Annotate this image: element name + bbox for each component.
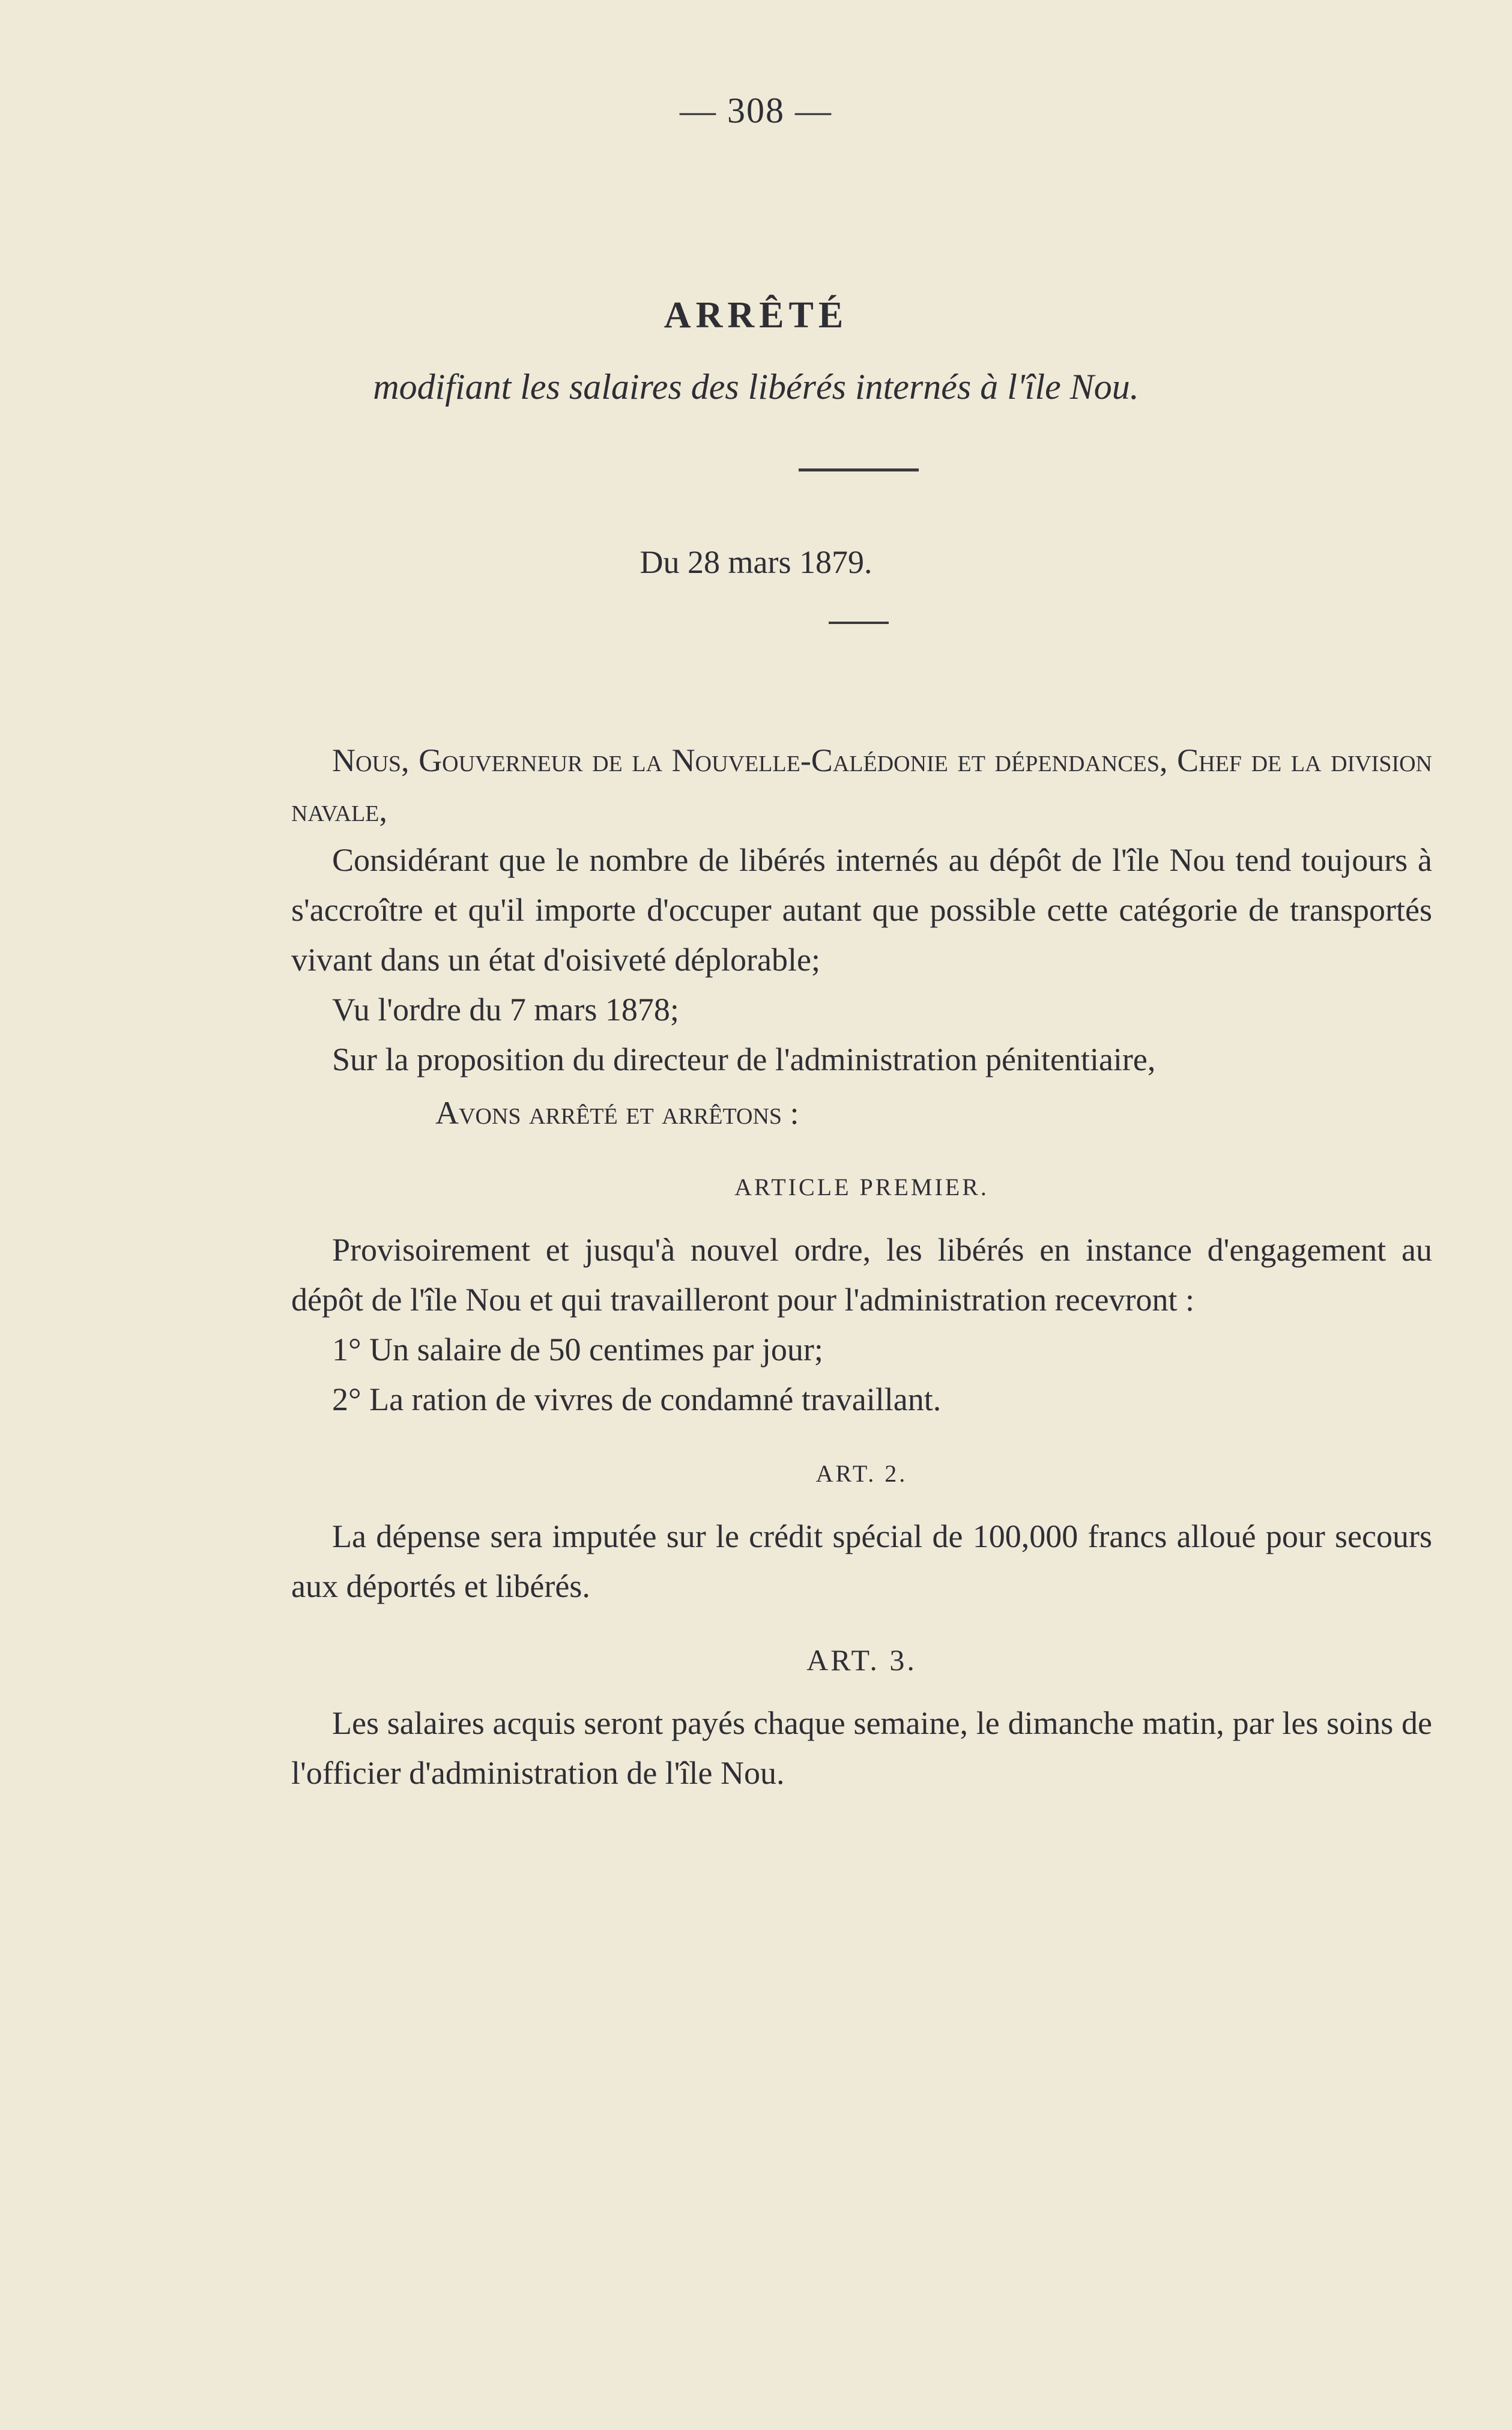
title-rule bbox=[799, 468, 919, 471]
article-1-item-2: 2° La ration de vivres de condamné travaillant. bbox=[332, 1381, 942, 1417]
decree-date: Du 28 mars 1879. bbox=[640, 544, 872, 580]
decree-body bbox=[291, 736, 1432, 1798]
article-2-text: La dépense sera imputée sur le crédit spécial de 100,000 francs alloué pour secours aux déportés et libérés. bbox=[291, 1518, 1432, 1604]
avons-arrete: Avons arrêté et arrêtons : bbox=[435, 1095, 799, 1131]
preamble: Nous, Gouverneur de la Nouvelle-Calédonie et dépendances, Chef de la division navale, bbox=[291, 742, 1432, 828]
decree-title: ARRÊTÉ bbox=[664, 295, 848, 336]
date-rule bbox=[829, 622, 889, 624]
decree-subtitle: modifiant les salaires des libérés internés à l'île Nou. bbox=[373, 367, 1139, 407]
article-1-heading: ARTICLE PREMIER. bbox=[734, 1174, 989, 1201]
article-3-text: Les salaires acquis seront payés chaque semaine, le dimanche matin, par les soins de l'officier d'administration de l'île Nou. bbox=[291, 1705, 1432, 1791]
sur-paragraph: Sur la proposition du directeur de l'administration pénitentiaire, bbox=[332, 1041, 1156, 1077]
page-number: — 308 — bbox=[680, 91, 832, 130]
vu-paragraph: Vu l'ordre du 7 mars 1878; bbox=[332, 992, 679, 1028]
article-3-heading: ART. 3. bbox=[806, 1643, 917, 1677]
article-2-heading: ART. 2. bbox=[815, 1460, 908, 1487]
article-1-item-1: 1° Un salaire de 50 centimes par jour; bbox=[332, 1332, 823, 1368]
article-1-text: Provisoirement et jusqu'à nouvel ordre, les libérés en instance d'engagement au dépôt de l'île Nou et qui travailleront pour l'administration recevront : bbox=[291, 1232, 1432, 1318]
considerant-paragraph: Considérant que le nombre de libérés internés au dépôt de l'île Nou tend toujours à s'accroître et qu'il importe d'occuper autant que possible cette catégorie de transportés vivant dans un état d'oisiveté déplorable; bbox=[291, 842, 1432, 978]
